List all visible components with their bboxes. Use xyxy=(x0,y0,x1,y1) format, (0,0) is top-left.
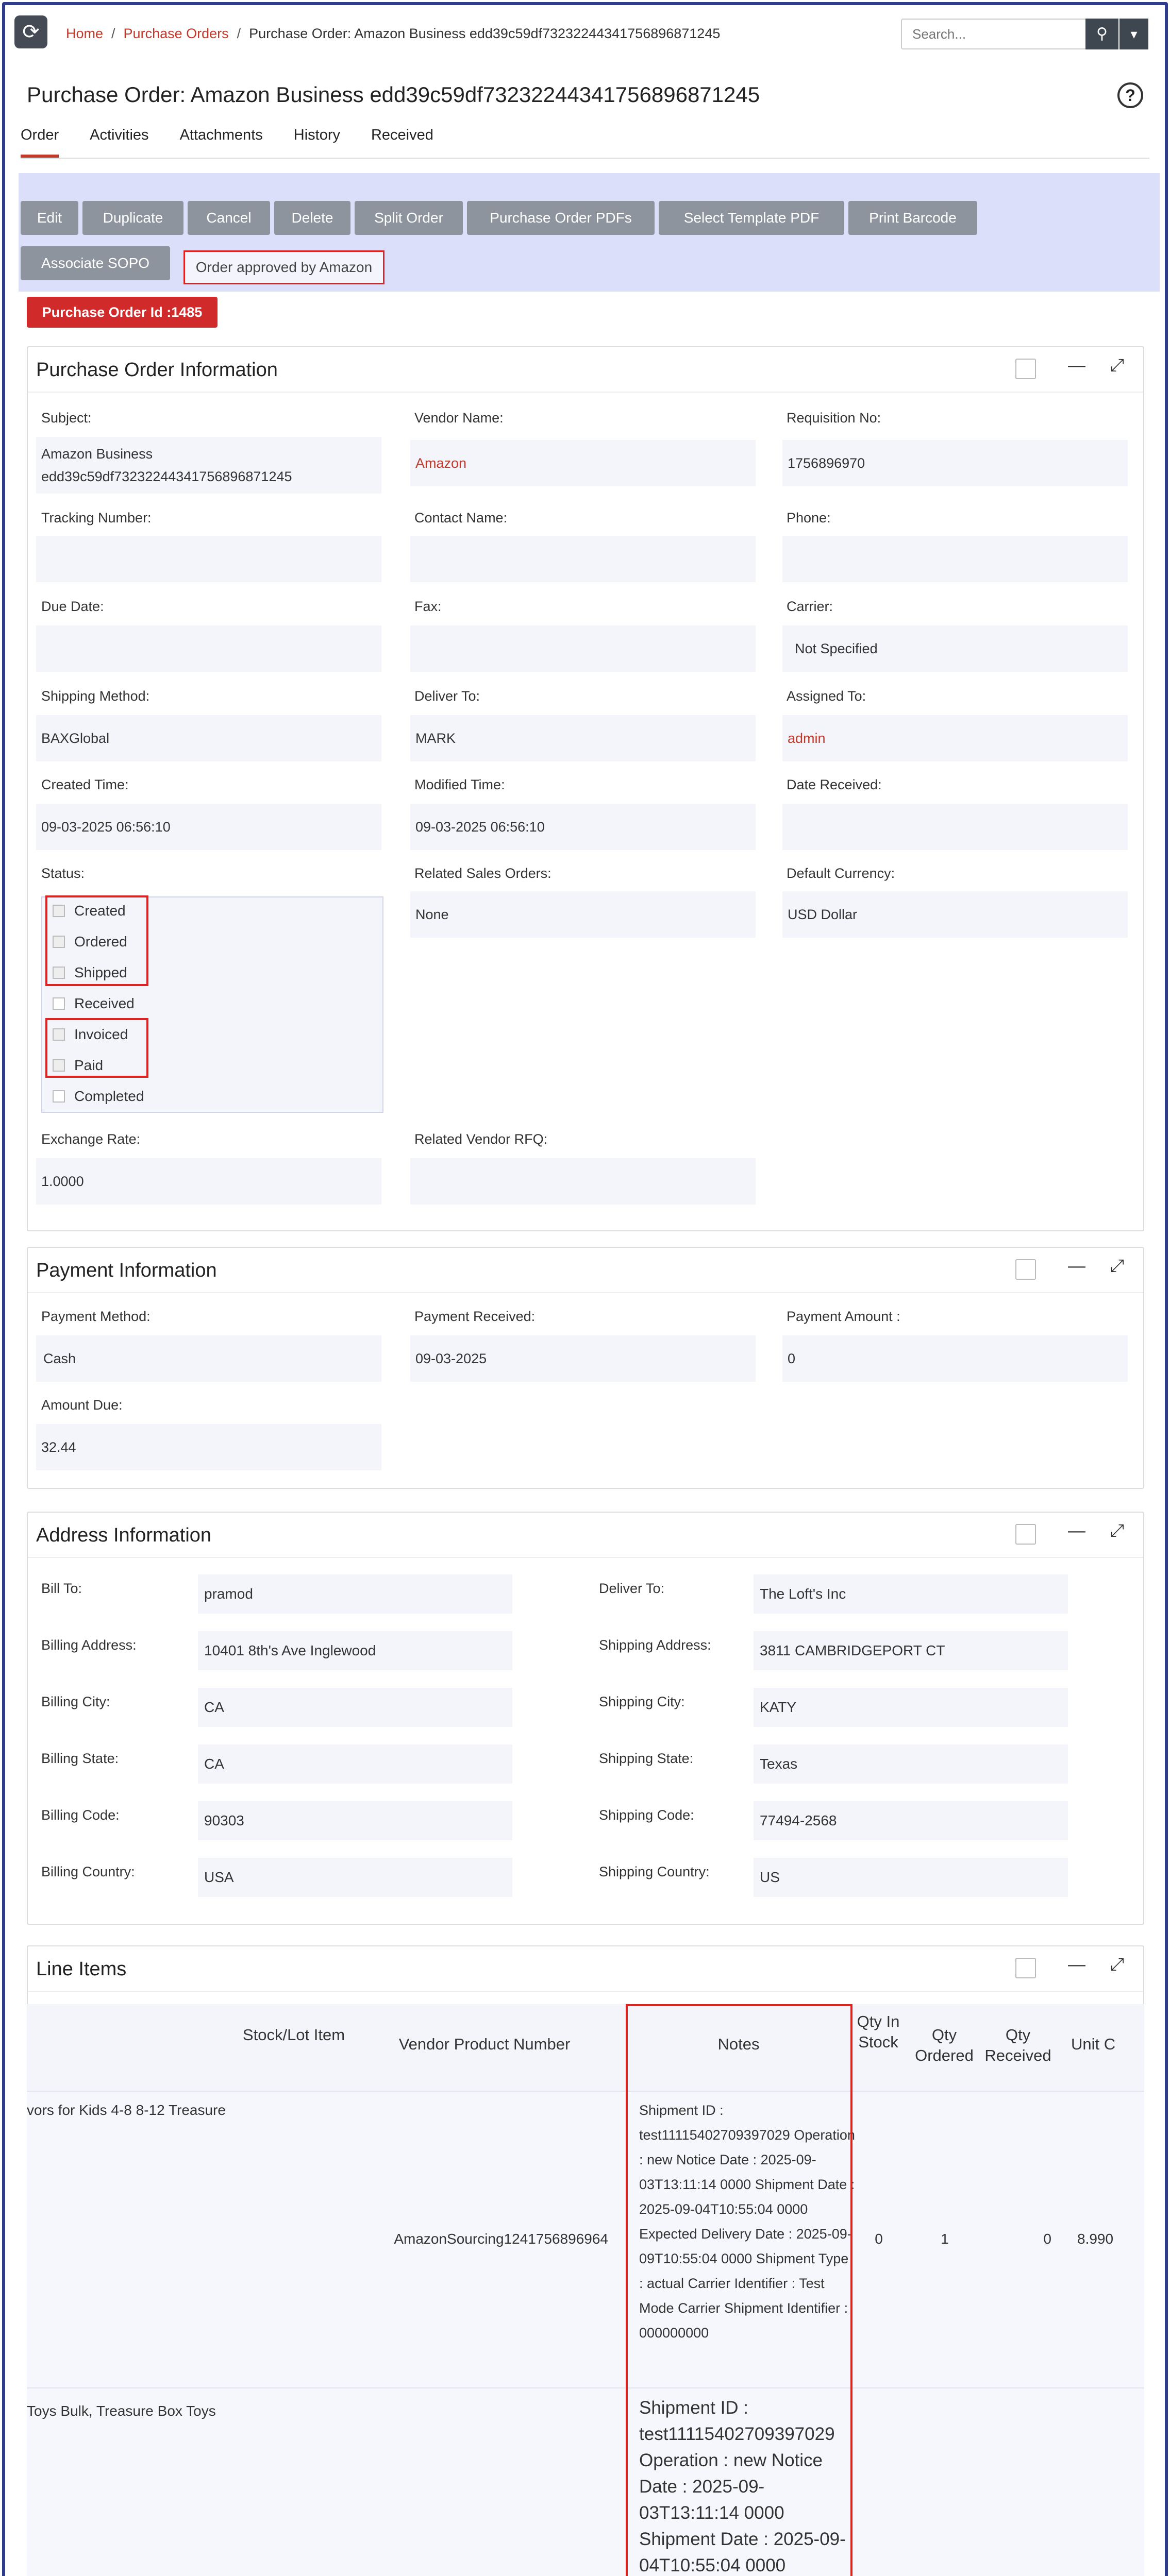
due-date-label: Due Date: xyxy=(41,599,104,614)
subject-label: Subject: xyxy=(41,410,92,426)
refresh-icon[interactable]: ⟳ xyxy=(14,15,47,48)
address-label: Billing Code: xyxy=(41,1807,120,1823)
notes-column-highlight xyxy=(626,2004,853,2576)
date-received-value xyxy=(782,804,1128,850)
tab-history[interactable]: History xyxy=(293,127,340,143)
address-title: Address Information xyxy=(28,1513,1143,1558)
page-title: Purchase Order: Amazon Business edd39c59df73232244341756896871245 xyxy=(27,82,760,107)
address-value: CA xyxy=(198,1688,512,1727)
notes-text: Shipment ID : test11115402709397029 Operation : new Notice Date : 2025-09-03T13:11:14 0000 Shipment Date : 2025-09-04T10:55:04 0000 xyxy=(639,2398,846,2575)
shipping-method-value: BAXGlobal xyxy=(36,715,381,761)
address-value: CA xyxy=(198,1744,512,1784)
date-received-label: Date Received: xyxy=(787,777,882,792)
select-template-pdf-button[interactable]: Select Template PDF xyxy=(659,201,844,235)
breadcrumb: Home / Purchase Orders / Purchase Order: Amazon Business edd39c59df732322443417568968712​45 xyxy=(66,26,721,41)
panel-select-checkbox[interactable] xyxy=(1015,1958,1036,1978)
subject-value: Amazon Business edd39c59df73232244341756896871245 xyxy=(36,437,381,494)
address-label: Shipping State: xyxy=(599,1751,694,1766)
status-paid[interactable]: Paid xyxy=(53,1055,103,1076)
purchase-order-pdfs-button[interactable]: Purchase Order PDFs xyxy=(467,201,655,235)
tab-divider xyxy=(21,158,1149,159)
requisition-value: 1756896970 xyxy=(782,440,1128,486)
address-label: Billing Country: xyxy=(41,1864,135,1879)
shipping-method-label: Shipping Method: xyxy=(41,688,150,704)
status-created[interactable]: Created xyxy=(53,901,126,921)
tab-activities[interactable]: Activities xyxy=(90,127,149,143)
tab-received[interactable]: Received xyxy=(371,127,433,143)
po-info-title: Purchase Order Information xyxy=(28,347,1143,393)
related-so-value: None xyxy=(410,891,756,938)
payment-received-label: Payment Received: xyxy=(414,1309,536,1324)
search-icon[interactable]: ⚲ xyxy=(1085,19,1118,49)
address-value: 3811 CAMBRIDGEPORT CT xyxy=(754,1631,1068,1670)
deliver-to-value: MARK xyxy=(410,715,756,761)
payment-received-value: 09-03-2025 xyxy=(410,1335,756,1382)
col-unit-cost: Unit C xyxy=(1071,2035,1116,2053)
edit-button[interactable]: Edit xyxy=(21,201,78,235)
breadcrumb-current: Purchase Order: Amazon Business edd39c59df732322443417568968712​45 xyxy=(249,26,721,41)
col-qty-received: Qty Received xyxy=(984,2026,1051,2064)
modified-time-label: Modified Time: xyxy=(414,777,505,792)
tracking-value xyxy=(36,536,381,582)
panel-select-checkbox[interactable] xyxy=(1015,1524,1036,1545)
contact-label: Contact Name: xyxy=(414,510,508,526)
col-qty-in-stock: Qty In Stock xyxy=(857,2012,900,2051)
qty-in-stock: 0 xyxy=(875,2231,883,2247)
carrier-label: Carrier: xyxy=(787,599,833,614)
help-icon[interactable]: ? xyxy=(1117,82,1143,108)
currency-value: USD Dollar xyxy=(782,891,1128,938)
tab-bar xyxy=(21,122,433,158)
status-received[interactable]: Received xyxy=(53,993,135,1014)
panel-select-checkbox[interactable] xyxy=(1015,1259,1036,1280)
qty-ordered: 1 xyxy=(941,2231,949,2247)
associate-sopo-button[interactable]: Associate SOPO xyxy=(21,246,170,280)
address-value: 77494-2568 xyxy=(754,1801,1068,1840)
address-value: The Loft's Inc xyxy=(754,1574,1068,1614)
carrier-value: Not Specified xyxy=(782,625,1128,672)
panel-select-checkbox[interactable] xyxy=(1015,359,1036,379)
address-value: US xyxy=(754,1858,1068,1897)
minimize-icon[interactable]: — xyxy=(1068,355,1085,375)
status-label: Status: xyxy=(41,866,85,881)
address-label: Billing City: xyxy=(41,1694,110,1709)
col-stock-lot: Stock/Lot Item xyxy=(242,2026,345,2044)
created-time-label: Created Time: xyxy=(41,777,129,792)
vendor-name-value[interactable]: Amazon xyxy=(410,440,756,486)
address-value: KATY xyxy=(754,1688,1068,1727)
expand-icon[interactable]: ⤢ xyxy=(1110,1521,1125,1540)
payment-method-label: Payment Method: xyxy=(41,1309,151,1324)
duplicate-button[interactable]: Duplicate xyxy=(82,201,183,235)
address-value: USA xyxy=(198,1858,512,1897)
status-invoiced[interactable]: Invoiced xyxy=(53,1024,128,1045)
po-id-badge: Purchase Order Id :1485 xyxy=(27,297,218,328)
expand-icon[interactable]: ⤢ xyxy=(1110,1256,1125,1276)
related-so-label: Related Sales Orders: xyxy=(414,866,551,881)
approved-status: Order approved by Amazon xyxy=(183,250,385,284)
related-rfq-value xyxy=(410,1158,756,1205)
assigned-to-value[interactable]: admin xyxy=(782,715,1128,761)
address-label: Billing State: xyxy=(41,1751,119,1766)
created-time-value: 09-03-2025 06:56:10 xyxy=(36,804,381,850)
status-highlight-bottom xyxy=(45,1018,148,1078)
status-highlight-top xyxy=(45,895,148,986)
tab-attachments[interactable]: Attachments xyxy=(179,127,263,143)
split-order-button[interactable]: Split Order xyxy=(355,201,463,235)
address-value: 90303 xyxy=(198,1801,512,1840)
phone-value xyxy=(782,536,1128,582)
product-link[interactable]: vors for Kids 4-8 8-12 Treasure xyxy=(27,2102,226,2118)
payment-method-value: Cash xyxy=(36,1335,381,1382)
related-rfq-label: Related Vendor RFQ: xyxy=(414,1131,548,1147)
vendor-product-number: AmazonSourcing1241756896964 xyxy=(394,2231,608,2247)
phone-label: Phone: xyxy=(787,510,831,526)
address-label: Billing Address: xyxy=(41,1637,137,1653)
amount-due-value: 32.44 xyxy=(36,1424,381,1470)
amount-due-label: Amount Due: xyxy=(41,1397,123,1413)
payment-amount-value: 0 xyxy=(782,1335,1128,1382)
notes-text: Shipment ID : test11115402709397029 Operation : new Notice Date : 2025-09-03T13:11:14 0000 Shipment Date : 2025-09-04T10:55:04 0000 Expected Delivery Date : 2025-09-09T10:55:04 0000 Shipment Type : actual Carrier Identifier : Test Mode Carrier Shipment Identifier : 000000000 xyxy=(639,2103,855,2341)
cancel-button[interactable]: Cancel xyxy=(188,201,270,235)
requisition-label: Requisition No: xyxy=(787,410,881,426)
minimize-icon[interactable]: — xyxy=(1068,1955,1085,1974)
delete-button[interactable]: Delete xyxy=(274,201,350,235)
col-notes: Notes xyxy=(717,2035,760,2053)
address-value: Texas xyxy=(754,1744,1068,1784)
payment-title: Payment Information xyxy=(28,1248,1143,1293)
status-ordered[interactable]: Ordered xyxy=(53,931,127,952)
line-items-title: Line Items xyxy=(28,1946,1143,1992)
search-input[interactable] xyxy=(901,19,1087,49)
fax-value xyxy=(410,625,756,672)
address-label: Shipping Address: xyxy=(599,1637,711,1653)
breadcrumb-purchase-orders[interactable]: Purchase Orders xyxy=(123,26,229,41)
payment-amount-label: Payment Amount : xyxy=(787,1309,900,1324)
expand-icon[interactable]: ⤢ xyxy=(1110,1955,1125,1974)
breadcrumb-home[interactable]: Home xyxy=(66,26,104,41)
deliver-to-label: Deliver To: xyxy=(414,688,480,704)
tracking-label: Tracking Number: xyxy=(41,510,152,526)
exchange-rate-value: 1.0000 xyxy=(36,1158,381,1205)
due-date-value xyxy=(36,625,381,672)
address-label: Deliver To: xyxy=(599,1581,665,1596)
qty-received: 0 xyxy=(1043,2231,1051,2247)
expand-icon[interactable]: ⤢ xyxy=(1110,355,1125,375)
address-label: Shipping City: xyxy=(599,1694,685,1709)
address-value: 10401 8th's Ave Inglewood xyxy=(198,1631,512,1670)
product-link[interactable]: Toys Bulk, Treasure Box Toys xyxy=(27,2403,216,2419)
status-shipped[interactable]: Shipped xyxy=(53,962,127,983)
modified-time-value: 09-03-2025 06:56:10 xyxy=(410,804,756,850)
fax-label: Fax: xyxy=(414,599,442,614)
chevron-down-icon[interactable]: ▾ xyxy=(1119,19,1148,49)
minimize-icon[interactable]: — xyxy=(1068,1521,1085,1540)
address-label: Shipping Code: xyxy=(599,1807,694,1823)
assigned-to-label: Assigned To: xyxy=(787,688,866,704)
tab-order[interactable]: Order xyxy=(21,122,59,158)
currency-label: Default Currency: xyxy=(787,866,895,881)
address-label: Bill To: xyxy=(41,1581,82,1596)
status-completed[interactable]: Completed xyxy=(53,1086,144,1107)
col-qty-ordered: Qty Ordered xyxy=(915,2026,974,2064)
exchange-rate-label: Exchange Rate: xyxy=(41,1131,141,1147)
print-barcode-button[interactable]: Print Barcode xyxy=(848,201,977,235)
vendor-name-label: Vendor Name: xyxy=(414,410,504,426)
minimize-icon[interactable]: — xyxy=(1068,1256,1085,1276)
contact-value xyxy=(410,536,756,582)
col-vendor-product-number: Vendor Product Number xyxy=(398,2035,571,2053)
unit-cost: 8.990 xyxy=(1077,2231,1114,2247)
address-label: Shipping Country: xyxy=(599,1864,710,1879)
address-value: pramod xyxy=(198,1574,512,1614)
